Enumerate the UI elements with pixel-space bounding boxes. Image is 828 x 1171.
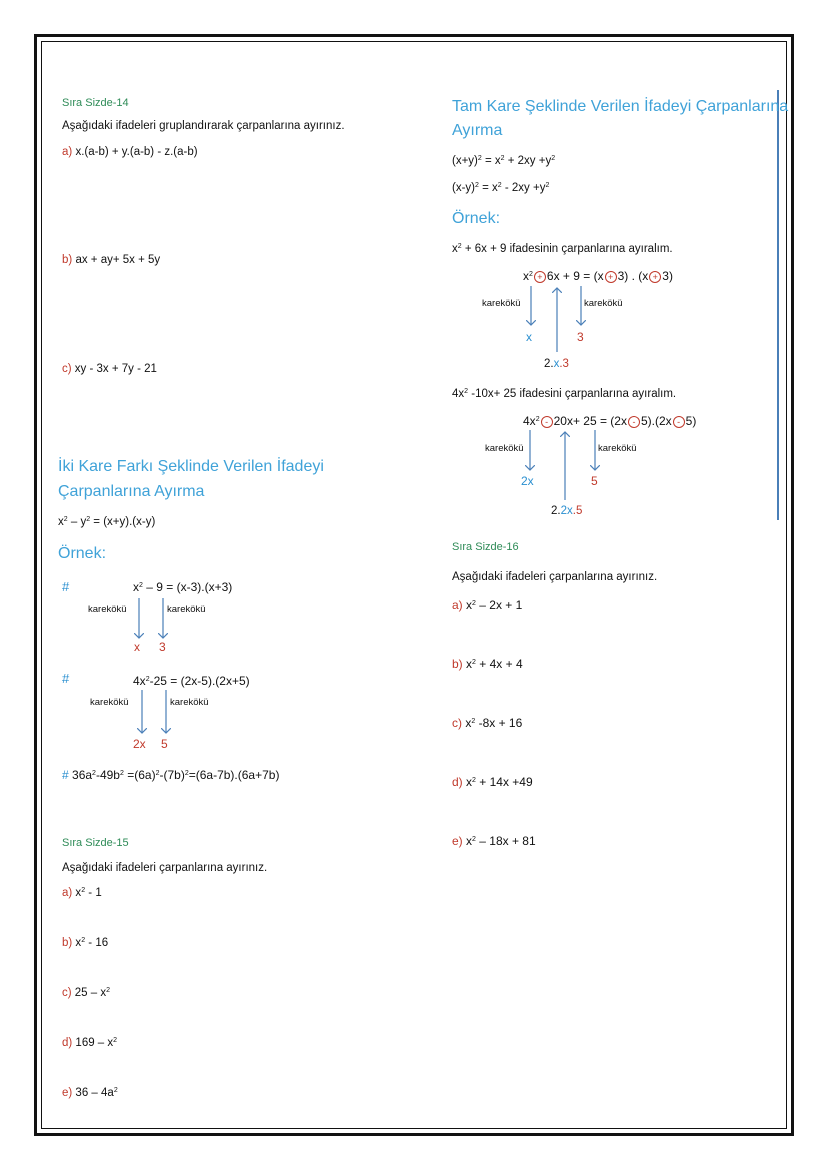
left-ex1-root-1: x: [134, 640, 140, 654]
s14-item-b: b) ax + ay+ 5x + 5y: [62, 254, 161, 266]
s14-item-c: c) xy - 3x + 7y - 21: [62, 363, 157, 375]
hash-marker-2: #: [62, 671, 70, 686]
s14-item-a: a) x.(a-b) + y.(a-b) - z.(a-b): [62, 146, 198, 158]
heading-difference-of-squares-2: Çarpanlarına Ayırma: [58, 483, 205, 500]
s15-item-c: c) $25 - x^2$: [62, 987, 111, 999]
example-label-left: Örnek:: [58, 545, 107, 562]
heading-perfect-square-1: Tam Kare Şeklinde Verilen İfadeyi Çarpanlarına: [452, 98, 789, 115]
right-ex2-label-a: karekökü: [485, 443, 524, 454]
right-ex2-root-1: 2x: [521, 474, 534, 488]
left-example-2: $4x^2-25 = (2x-5).(2x+5)$: [133, 674, 250, 688]
right-ex1-root-2: 3: [577, 330, 584, 344]
heading-perfect-square-2: Ayırma: [452, 122, 503, 139]
hash-marker-1: #: [62, 579, 70, 594]
left-ex2-label-b: karekökü: [170, 697, 209, 708]
formula-square-diff: $(x-y)^2 = x^2 - 2xy +y^2$: [452, 182, 550, 194]
heading-difference-of-squares-1: İki Kare Farkı Şeklinde Verilen İfadeyi: [58, 458, 324, 475]
s16-title: Sıra Sizde-16: [452, 541, 519, 553]
left-example-1: $x^2 - 9 = (x-3).(x+3)$: [133, 580, 233, 594]
right-ex1-label-b: karekökü: [584, 298, 623, 309]
left-ex1-root-2: 3: [159, 640, 166, 654]
s16-instructions: Aşağıdaki ifadeleri çarpanlarına ayırınız.: [452, 571, 658, 583]
right-ex2-middle-term: 2.2x.5: [551, 505, 583, 517]
s15-item-d: d) $169 - x^2$: [62, 1037, 118, 1049]
s14-instructions: Aşağıdaki ifadeleri gruplandırarak çarpanlarına ayırınız.: [62, 120, 345, 132]
right-example-2-expr: $4x^2 - 20x+ 25 = (2x - 5).(2x - 5)$: [523, 414, 697, 428]
s16-item-b: b) $x^2 + 4x + 4$: [452, 657, 523, 671]
s15-title: Sıra Sizde-15: [62, 837, 129, 849]
right-ex1-middle-term: 2.x.3: [544, 358, 569, 370]
s16-item-a: a) $x^2 - 2x + 1$: [452, 598, 523, 612]
right-ex1-label-a: karekökü: [482, 298, 521, 309]
example-label-right: Örnek:: [452, 210, 501, 227]
left-example-3: # $36a^2-49b^2 =(6a)^2-(7b)^2=(6a-7b).(6a+7b)$: [62, 768, 280, 782]
left-ex2-root-2: 5: [161, 737, 168, 751]
s16-item-d: d) $x^2 + 14x +49$: [452, 775, 533, 789]
s14-title: Sıra Sizde-14: [62, 97, 129, 109]
right-example-1-intro: $x^2 + 6x + 9$ ifadesinin çarpanlarına ayıralım.: [452, 243, 673, 255]
left-ex2-label-a: karekökü: [90, 697, 129, 708]
right-ex2-root-2: 5: [591, 474, 598, 488]
s15-item-a: a) $x^2 - 1$: [62, 887, 102, 899]
left-ex1-label-b: karekökü: [167, 604, 206, 615]
left-ex1-label-a: karekökü: [88, 604, 127, 615]
left-ex2-root-1: 2x: [133, 737, 146, 751]
right-example-2-intro: $4x^2$ -10x+ 25 ifadesini çarpanlarına ayıralım.: [452, 388, 677, 400]
right-ex1-root-1: x: [526, 330, 532, 344]
s16-item-c: c) $x^2$ -8x + 16: [452, 716, 523, 730]
formula-difference-of-squares: $x^2 - y^2 = (x+y).(x-y)$: [58, 516, 156, 528]
s15-instructions: Aşağıdaki ifadeleri çarpanlarına ayırınız.: [62, 862, 268, 874]
right-example-1-expr: $x^2 + 6x + 9 = (x + 3)$ . (x + 3): [523, 269, 673, 283]
s15-item-b: b) $x^2 - 16$: [62, 937, 109, 949]
s16-item-e: e) $x^2 - 18x + 81$: [452, 834, 536, 848]
formula-square-sum: $(x+y)^2 = x^2 + 2xy +y^2$: [452, 155, 556, 167]
right-ex2-label-b: karekökü: [598, 443, 637, 454]
s15-item-e: e) $36 - 4a^2$: [62, 1087, 118, 1099]
